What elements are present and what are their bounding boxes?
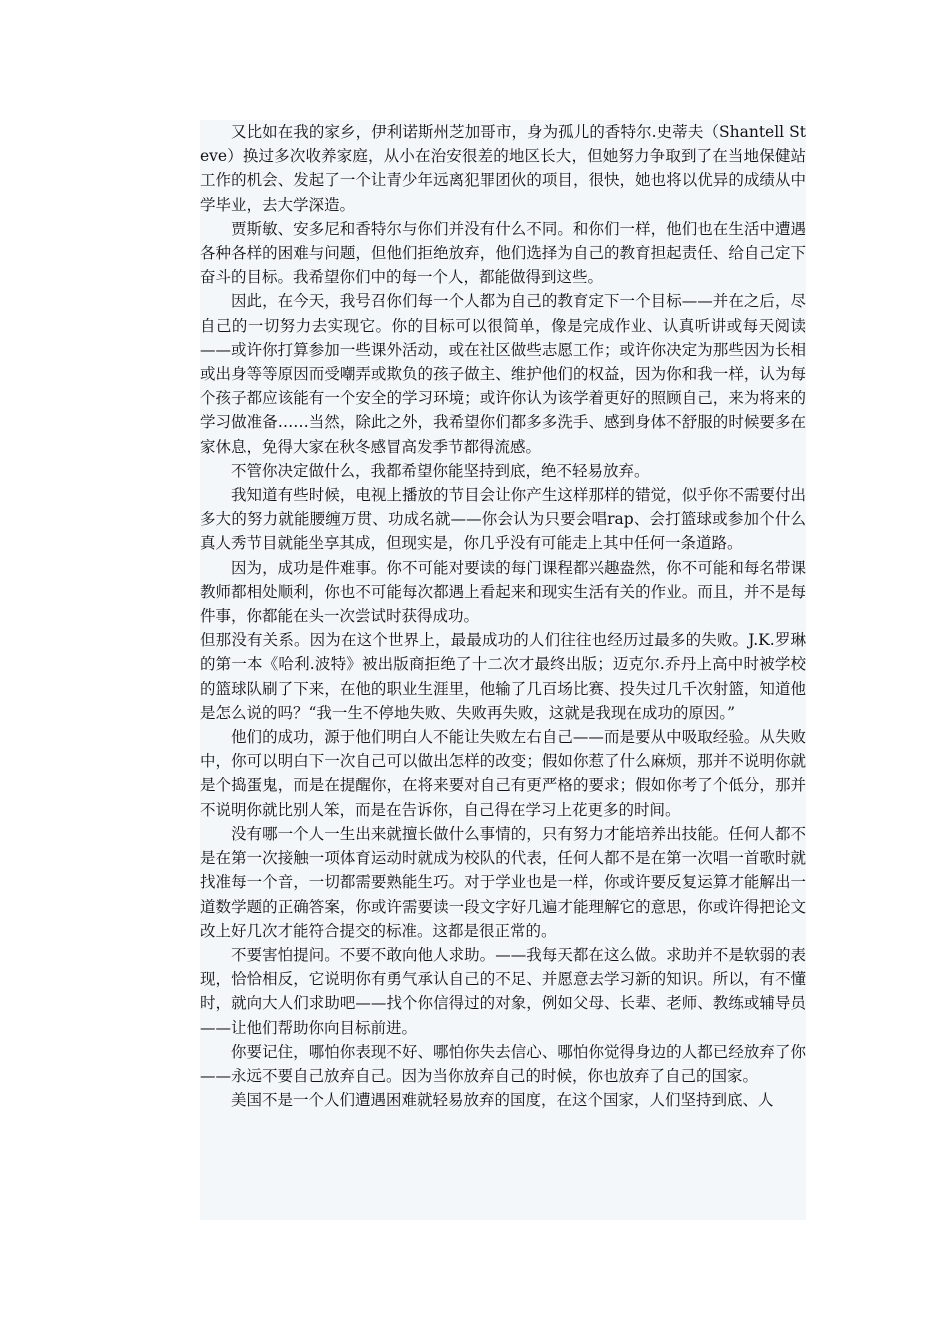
paragraph: 贾斯敏、安多尼和香特尔与你们并没有什么不同。和你们一样，他们也在生活中遭遇各种各样的困难与问题，但他们拒绝放弃，他们选择为自己的教育担起责任、给自己定下奋斗的目标。我希望你们中的每一个人，都能做得到这些。 [200, 219, 806, 287]
paragraph: 我知道有些时候，电视上播放的节目会让你产生这样那样的错觉，似乎你不需要付出多大的努力就能腰缠万贯、功成名就——你会认为只要会唱rap、会打篮球或参加个什么真人秀节目就能坐享其成，但现实是，你几乎没有可能走上其中任何一条道路。 [200, 486, 806, 553]
paragraph: 他们的成功，源于他们明白人不能让失败左右自己——而是要从中吸取经验。从失败中，你可以明白下一次自己可以做出怎样的改变；假如你惹了什么麻烦，那并不说明你就是个捣蛋鬼，而是在提醒你，在将来要对自己有更严格的要求；假如你考了个低分，那并不说明你就比别人笨，而是在告诉你，自己得在学习上花更多的时间。 [200, 728, 806, 819]
paragraph: 你要记住，哪怕你表现不好、哪怕你失去信心、哪怕你觉得身边的人都已经放弃了你——永远不要自己放弃自己。因为当你放弃自己的时候，你也放弃了自己的国家。 [200, 1042, 806, 1085]
paragraph: 因为，成功是件难事。你不可能对要读的每门课程都兴趣盎然，你不可能和每名带课教师都相处顺利，你也不可能每次都遇上看起来和现实生活有关的作业。而且，并不是每件事，你都能在头一次尝试时获得成功。 [200, 558, 806, 626]
paragraph: 又比如在我的家乡，伊利诺斯州芝加哥市，身为孤儿的香特尔.史蒂夫（Shantell Steve）换过多次收养家庭，从小在治安很差的地区长大，但她努力争取到了在当地保健站工作的机会、发起了一个让青少年远离犯罪团伙的项目，很快，她也将以优异的成绩从中学毕业，去大学深造。 [200, 123, 806, 214]
paragraph: 但那没有关系。因为在这个世界上，最最成功的人们往往也经历过最多的失败。J.K.罗琳的第一本《哈利.波特》被出版商拒绝了十二次才最终出版；迈克尔.乔丹上高中时被学校的篮球队刷了下来，在他的职业生涯里，他输了几百场比赛、投失过几千次射篮，知道他是怎么说的吗？“我一生不停地失败、失败再失败，这就是我现在成功的原因。” [200, 631, 806, 722]
paragraph: 不要害怕提问。不要不敢向他人求助。——我每天都在这么做。求助并不是软弱的表现，恰恰相反，它说明你有勇气承认自己的不足、并愿意去学习新的知识。所以，有不懂时，就向大人们求助吧——找个你信得过的对象，例如父母、长辈、老师、教练或辅导员——让他们帮助你向目标前进。 [200, 945, 806, 1037]
paragraph: 没有哪一个人一生出来就擅长做什么事情的，只有努力才能培养出技能。任何人都不是在第一次接触一项体育运动时就成为校队的代表，任何人都不是在第一次唱一首歌时就找准每一个音，一切都需要熟能生巧。对于学业也是一样，你或许要反复运算才能解出一道数学题的正确答案，你或许需要读一段文字好几遍才能理解它的意思，你或许得把论文改上好几次才能符合提交的标准。这都是很正常的。 [200, 824, 806, 940]
paragraph: 因此，在今天，我号召你们每一个人都为自己的教育定下一个目标——并在之后，尽自己的一切努力去实现它。你的目标可以很简单，像是完成作业、认真听讲或每天阅读——或许你打算参加一些课外活动，或在社区做些志愿工作；或许你决定为那些因为长相或出身等等原因而受嘲弄或欺负的孩子做主、维护他们的权益，因为你和我一样，认为每个孩子都应该能有一个安全的学习环境；或许你认为该学着更好的照顾自己，来为将来的学习做准备……当然，除此之外，我希望你们都多多洗手、感到身体不舒服的时候要多在家休息，免得大家在秋冬感冒高发季节都得流感。 [200, 292, 806, 456]
article-text-block [200, 120, 806, 1220]
paragraph: 不管你决定做什么，我都希望你能坚持到底，绝不轻易放弃。 [231, 461, 650, 480]
paragraph: 美国不是一个人们遭遇困难就轻易放弃的国度，在这个国家，人们坚持到底、人 [231, 1091, 774, 1110]
